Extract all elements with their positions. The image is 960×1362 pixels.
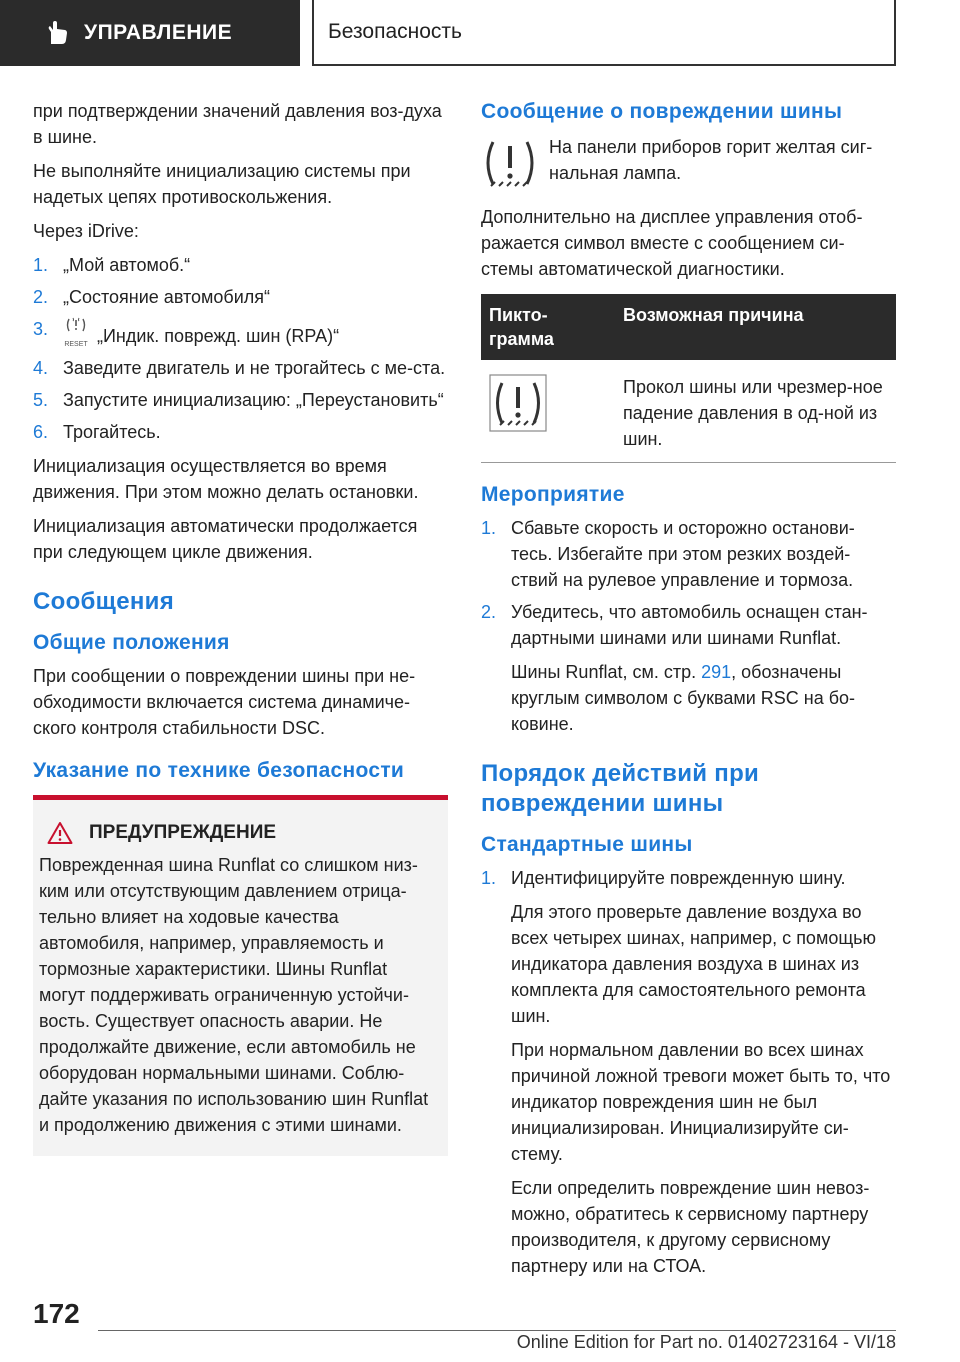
heading-safety: Указание по технике безопасности (33, 759, 405, 782)
tire-warning-pictogram-icon (489, 374, 547, 432)
page-header (0, 0, 960, 66)
standard-tires-list (481, 865, 896, 1279)
pictogram-cell (481, 360, 615, 463)
page-number: 172 (33, 1298, 80, 1329)
heading-tire-damage-message: Сообщение о повреждении шины (481, 100, 843, 123)
table-header-cause: Возможная причина (615, 294, 896, 360)
table-header-pictogram: Пикто-грамма (481, 294, 615, 360)
paragraph: Инициализация осуществляется во время движения. При этом можно делать остановки. (33, 456, 419, 502)
table-row (481, 360, 896, 463)
list-item: 6. Трогайтесь. (33, 422, 161, 442)
page-link-291[interactable]: 291 (701, 662, 732, 682)
heading-standard-tires: Стандартные шины (481, 833, 693, 856)
list-item: 3. RESET „Индик. поврежд. шин (RPA)“ (33, 316, 448, 349)
list-item: 1. Идентифицируйте поврежденную шину. Для этого проверьте давление воздуха во всех четырех шинах, например, с помощью индикатора давления воздуха в шинах из комплекта для самостоятельного ремонта шин. При нормальном давлении во всех шинах причиной ложной тревоги может быть то, что индикатор повреждения шин не был инициализирован. Инициализируйте си-стему. Если определить повреждение шин невоз-можно, обратитесь к сервисному партнеру производителя, к другому сервисному партнеру или на СТОА. (481, 868, 891, 1276)
tire-reset-icon: RESET (63, 316, 89, 348)
lamp-text: На панели приборов горит желтая сиг-нальная лампа. (549, 137, 873, 183)
heading-measures: Мероприятие (481, 483, 625, 506)
heading-procedure: Порядок действий при повреждении шины (481, 760, 760, 817)
warning-triangle-icon (47, 821, 73, 845)
tire-pressure-warning-icon (481, 134, 539, 192)
section-tab[interactable] (0, 0, 300, 66)
paragraph: При сообщении о повреждении шины при не-обходимости включается система динамиче-ского контроля стабильности DSC. (33, 666, 416, 738)
warning-header (39, 820, 438, 846)
list-item: 5. Запустите инициализацию: „Переустановить“ (33, 390, 444, 410)
edition-text: Online Edition for Part no. 01402723164 - VI/18 (516, 1332, 896, 1352)
list-item: 1. „Мой автомоб.“ (33, 255, 191, 275)
section-tab-label: УПРАВЛЕНИЕ (84, 21, 233, 44)
runflat-note: Шины Runflat, см. стр. 291, обозначены круглым символом с буквами RSC на бо-ковине. (511, 662, 856, 734)
paragraph: Через iDrive: (33, 221, 139, 241)
footer-divider (98, 1330, 896, 1331)
list-item: 1. Сбавьте скорость и осторожно останови-тесь. Избегайте при этом резких воздей-ствий на рулевое управление и тормоза. (481, 518, 855, 590)
cause-cell: Прокол шины или чрезмер-ное падение давления в од-ной из шин. (615, 360, 896, 463)
paragraph: Не выполняйте инициализацию системы при надетых цепях противоскольжения. (33, 161, 411, 207)
pointing-hand-icon (44, 20, 70, 46)
table-header-row (481, 294, 896, 360)
list-item: 2. Убедитесь, что автомобиль оснащен стан-дартными шинами или шинами Runflat. Шины Runflat, см. стр. 291, обозначены круглым символом с буквами RSC на бо-ковине. (481, 599, 896, 737)
chapter-title: Безопасность (312, 0, 896, 66)
warning-box (33, 795, 448, 1156)
right-column (481, 98, 896, 1287)
warning-text: Поврежденная шина Runflat со слишком низ-ким или отсутствующим давлением отрица-тельно влияет на ходовые качества автомобиля, например, управляемость и тормозные характеристики. Шины Runflat могут поддерживать ограниченную устойчи-вость. Существует опасность аварии. Не продолжайте движение, если автомобиль не оборудован нормальными шинами. Соблю-дайте указания по использованию шин Runflat и продолжению движения с этими шинами. (39, 855, 429, 1135)
indicator-lamp-row (481, 134, 896, 192)
list-item: 2. „Состояние автомобиля“ (33, 287, 271, 307)
pictogram-table (481, 294, 896, 463)
warning-title: ПРЕДУПРЕЖДЕНИЕ (89, 822, 277, 843)
paragraph: при подтверждении значений давления воз-духа в шине. (33, 101, 442, 147)
idrive-steps-list (33, 252, 448, 445)
paragraph: Инициализация автоматически продолжается при следующем цикле движения. (33, 516, 418, 562)
paragraph: Дополнительно на дисплее управления отоб-ражается символ вместе с сообщением си-стемы автоматической диагностики. (481, 207, 863, 279)
list-item: 4. Заведите двигатель и не трогайтесь с ме-ста. (33, 358, 446, 378)
heading-messages: Сообщения (33, 588, 175, 615)
measures-list (481, 515, 896, 737)
left-column (33, 98, 448, 1156)
heading-general: Общие положения (33, 631, 230, 654)
